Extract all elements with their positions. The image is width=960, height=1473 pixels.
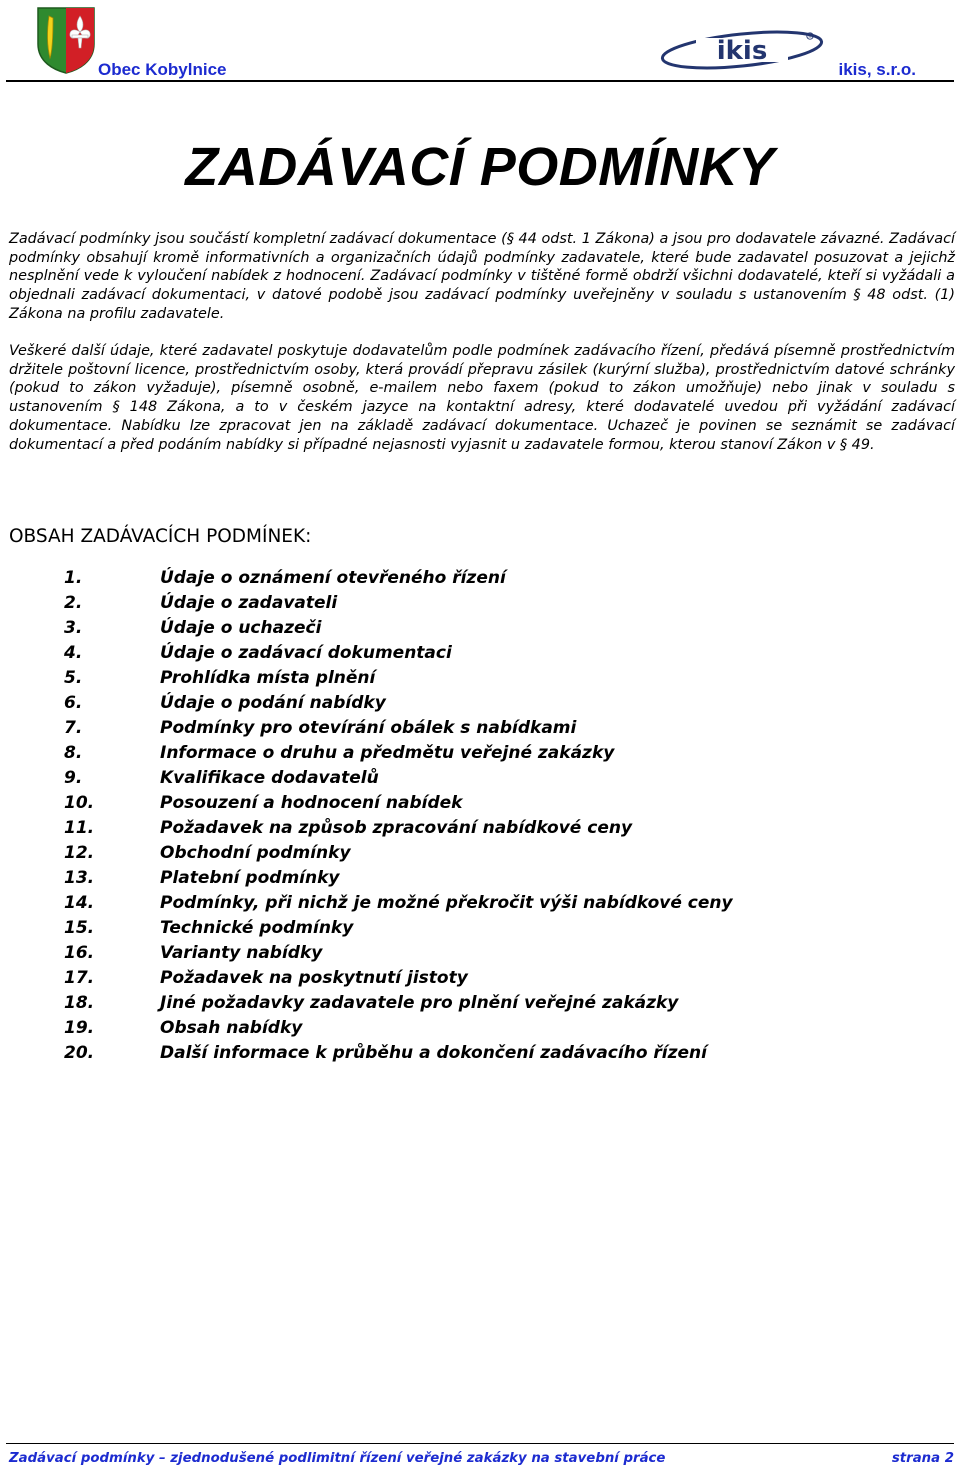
toc-item-title: Údaje o zadavateli (160, 593, 338, 613)
toc-item-number: 14. (64, 893, 95, 913)
toc-item-number: 4. (64, 643, 83, 663)
toc-item (64, 666, 944, 691)
toc-item-title: Podmínky pro otevírání obálek s nabídkami (160, 718, 577, 738)
toc-item (64, 616, 944, 641)
toc-item-number: 13. (64, 868, 95, 888)
toc-heading: OBSAH ZADÁVACÍCH PODMÍNEK: (9, 526, 312, 547)
toc-item-number: 9. (64, 768, 83, 788)
page-title: ZADÁVACÍ PODMÍNKY (185, 137, 775, 197)
svg-text:R: R (808, 35, 812, 40)
toc-item-title: Informace o druhu a předmětu veřejné zakázky (160, 743, 615, 763)
toc-item-title: Posouzení a hodnocení nabídek (160, 793, 463, 813)
toc-item-title: Údaje o zadávací dokumentaci (160, 643, 452, 663)
toc-item (64, 991, 944, 1016)
toc-item (64, 891, 944, 916)
toc-item-number: 17. (64, 968, 95, 988)
toc-item-title: Varianty nabídky (160, 943, 323, 963)
toc-item-number: 15. (64, 918, 95, 938)
header-divider (6, 80, 954, 82)
toc-item-title: Kvalifikace dodavatelů (160, 768, 379, 788)
toc-item (64, 966, 944, 991)
toc-item-number: 2. (64, 593, 83, 613)
toc-item (64, 1016, 944, 1041)
toc-item (64, 691, 944, 716)
footer-divider (6, 1443, 954, 1444)
toc-item-number: 19. (64, 1018, 95, 1038)
toc-item-number: 11. (64, 818, 95, 838)
toc-item-title: Obchodní podmínky (160, 843, 351, 863)
intro-paragraph-2: Veškeré další údaje, které zadavatel poskytuje dodavatelům podle podmínek zadávacího řízení, předává písemně prostřednictvím držitele poštovní licence, prostřednictvím osoby, která provádí přepravu zásilek (kurýrní služba), prostřednictvím datové schránky (pokud to zákon vyžaduje), písemně osobně, e-mailem nebo faxem (pokud to zákon umožňuje) nebo jinak v souladu s ustanovením § 148 Zákona, a to v českém jazyce na kontaktní adresy, které dodavatelé uvedou při vyžádání zadávací dokumentace. Nabídku lze zpracovat jen na základě zadávací dokumentace. Uchazeč je povinen se seznámit se zadávací dokumentací a před podáním nabídky si případné nejasnosti vyjasnit u zadavatele formou, kterou stanoví Zákon v § 49. (9, 343, 955, 453)
toc-item-number: 1. (64, 568, 83, 588)
toc-item-number: 5. (64, 668, 83, 688)
page-number: strana 2 (891, 1451, 954, 1466)
toc-item-number: 16. (64, 943, 95, 963)
toc-item (64, 716, 944, 741)
toc-item (64, 941, 944, 966)
toc-item-title: Požadavek na poskytnutí jistoty (160, 968, 468, 988)
toc-item-title: Prohlídka místa plnění (160, 668, 376, 688)
toc-item (64, 641, 944, 666)
toc-item-number: 6. (64, 693, 83, 713)
toc-item-number: 7. (64, 718, 83, 738)
toc-item-number: 12. (64, 843, 95, 863)
toc-item-title: Jiné požadavky zadavatele pro plnění veřejné zakázky (160, 993, 679, 1013)
toc-item (64, 591, 944, 616)
toc-item (64, 841, 944, 866)
toc-item (64, 816, 944, 841)
toc-item (64, 766, 944, 791)
toc-item-title: Podmínky, při nichž je možné překročit výši nabídkové ceny (160, 893, 733, 913)
ikis-logo-text: ikis (716, 36, 768, 66)
toc-item-title: Technické podmínky (160, 918, 354, 938)
toc-item (64, 866, 944, 891)
toc-item-number: 3. (64, 618, 83, 638)
municipal-crest-icon (36, 6, 96, 74)
intro-paragraph-1: Zadávací podmínky jsou součástí kompletní zadávací dokumentace (§ 44 odst. 1 Zákona) a jsou pro dodavatele závazné. Zadávací podmínky obsahují kromě informativních a organizačních údajů podmínky zadavatele, které bude zadavatel posuzovat a jejichž nesplnění vede k vyloučení nabídek z hodnocení. Zadávací podmínky v tištěné formě obdrží všichni dodavatelé, kteří si vyžádali a objednali zadávací dokumentaci, v datové podobě jsou zadávací podmínky uveřejněny v souladu s ustanovením § 48 odst. (1) Zákona na profilu zadavatele. (9, 231, 955, 322)
municipality-name: Obec Kobylnice (98, 60, 227, 79)
toc-item-title: Obsah nabídky (160, 1018, 303, 1038)
company-name: ikis, s.r.o. (838, 60, 916, 79)
toc-item (64, 566, 944, 591)
ikis-logo (660, 28, 828, 72)
toc-item-title: Údaje o podání nabídky (160, 693, 386, 713)
toc-item-title: Údaje o uchazeči (160, 618, 322, 638)
toc-item (64, 1041, 944, 1066)
toc-item-title: Platební podmínky (160, 868, 340, 888)
toc-item (64, 741, 944, 766)
table-of-contents (64, 566, 944, 1066)
toc-item-title: Další informace k průběhu a dokončení zadávacího řízení (160, 1043, 707, 1063)
toc-item (64, 791, 944, 816)
toc-item-number: 8. (64, 743, 83, 763)
page-header (0, 0, 960, 85)
footer-document-title: Zadávací podmínky – zjednodušené podlimitní řízení veřejné zakázky na stavební práce (9, 1451, 666, 1466)
toc-item-number: 18. (64, 993, 95, 1013)
toc-item-title: Požadavek na způsob zpracování nabídkové ceny (160, 818, 633, 838)
toc-item-number: 20. (64, 1043, 95, 1063)
toc-item-title: Údaje o oznámení otevřeného řízení (160, 568, 506, 588)
toc-item (64, 916, 944, 941)
toc-item-number: 10. (64, 793, 95, 813)
